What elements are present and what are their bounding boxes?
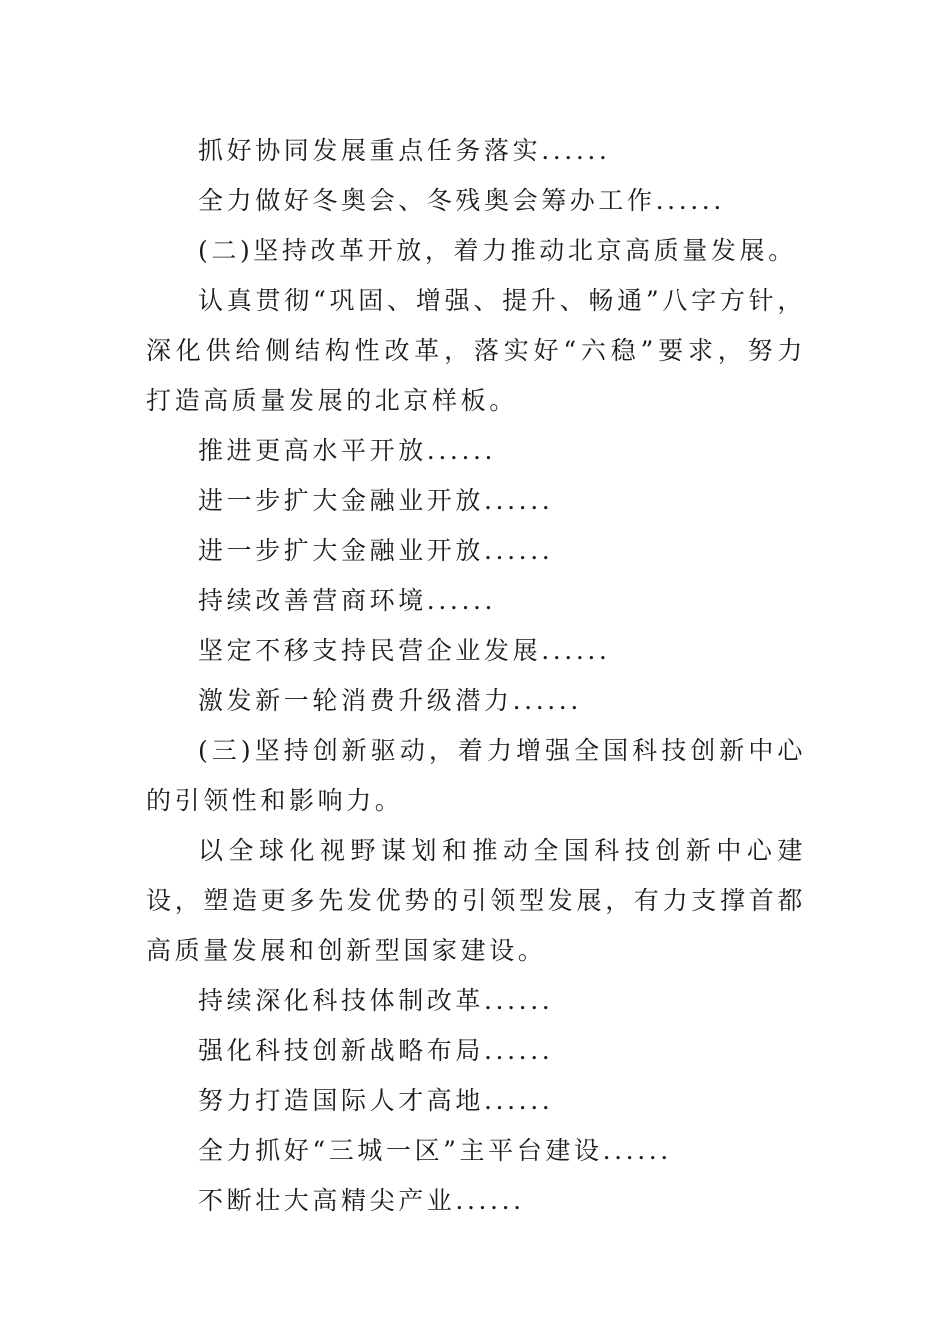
list-item-winter-olympics: 全力做好冬奥会、冬残奥会筹办工作...... — [198, 186, 725, 215]
list-item-finance-opening: 进一步扩大金融业开放...... — [198, 486, 554, 515]
list-item-opening: 推进更高水平开放...... — [198, 436, 497, 465]
section-heading-2: (二)坚持改革开放，着力推动北京高质量发展。 — [198, 236, 797, 265]
list-item-three-cities: 全力抓好“三城一区”主平台建设...... — [198, 1136, 672, 1165]
list-item-tech-strategy: 强化科技创新战略布局...... — [198, 1036, 554, 1065]
document-body — [146, 126, 806, 1226]
list-item-coordinated-development: 抓好协同发展重点任务落实...... — [198, 136, 611, 165]
list-item-consumption: 激发新一轮消费升级潜力...... — [198, 686, 582, 715]
list-item-talent: 努力打造国际人才高地...... — [198, 1086, 554, 1115]
body-paragraph-innovation: 以全球化视野谋划和推动全国科技创新中心建设，塑造更多先发优势的引领型发展，有力支撑首都高质量发展和创新型国家建设。 — [146, 836, 806, 965]
section-heading-3: (三)坚持创新驱动，着力增强全国科技创新中心的引领性和影响力。 — [146, 736, 806, 815]
body-paragraph-reform: 认真贯彻“巩固、增强、提升、畅通”八字方针，深化供给侧结构性改革，落实好“六稳”要求，努力打造高质量发展的北京样板。 — [146, 286, 806, 415]
list-item-high-end-industry: 不断壮大高精尖产业...... — [198, 1186, 525, 1215]
list-item-private-enterprise: 坚定不移支持民营企业发展...... — [198, 636, 611, 665]
list-item-finance-opening-repeat: 进一步扩大金融业开放...... — [198, 536, 554, 565]
list-item-business-environment: 持续改善营商环境...... — [198, 586, 497, 615]
list-item-tech-reform: 持续深化科技体制改革...... — [198, 986, 554, 1015]
